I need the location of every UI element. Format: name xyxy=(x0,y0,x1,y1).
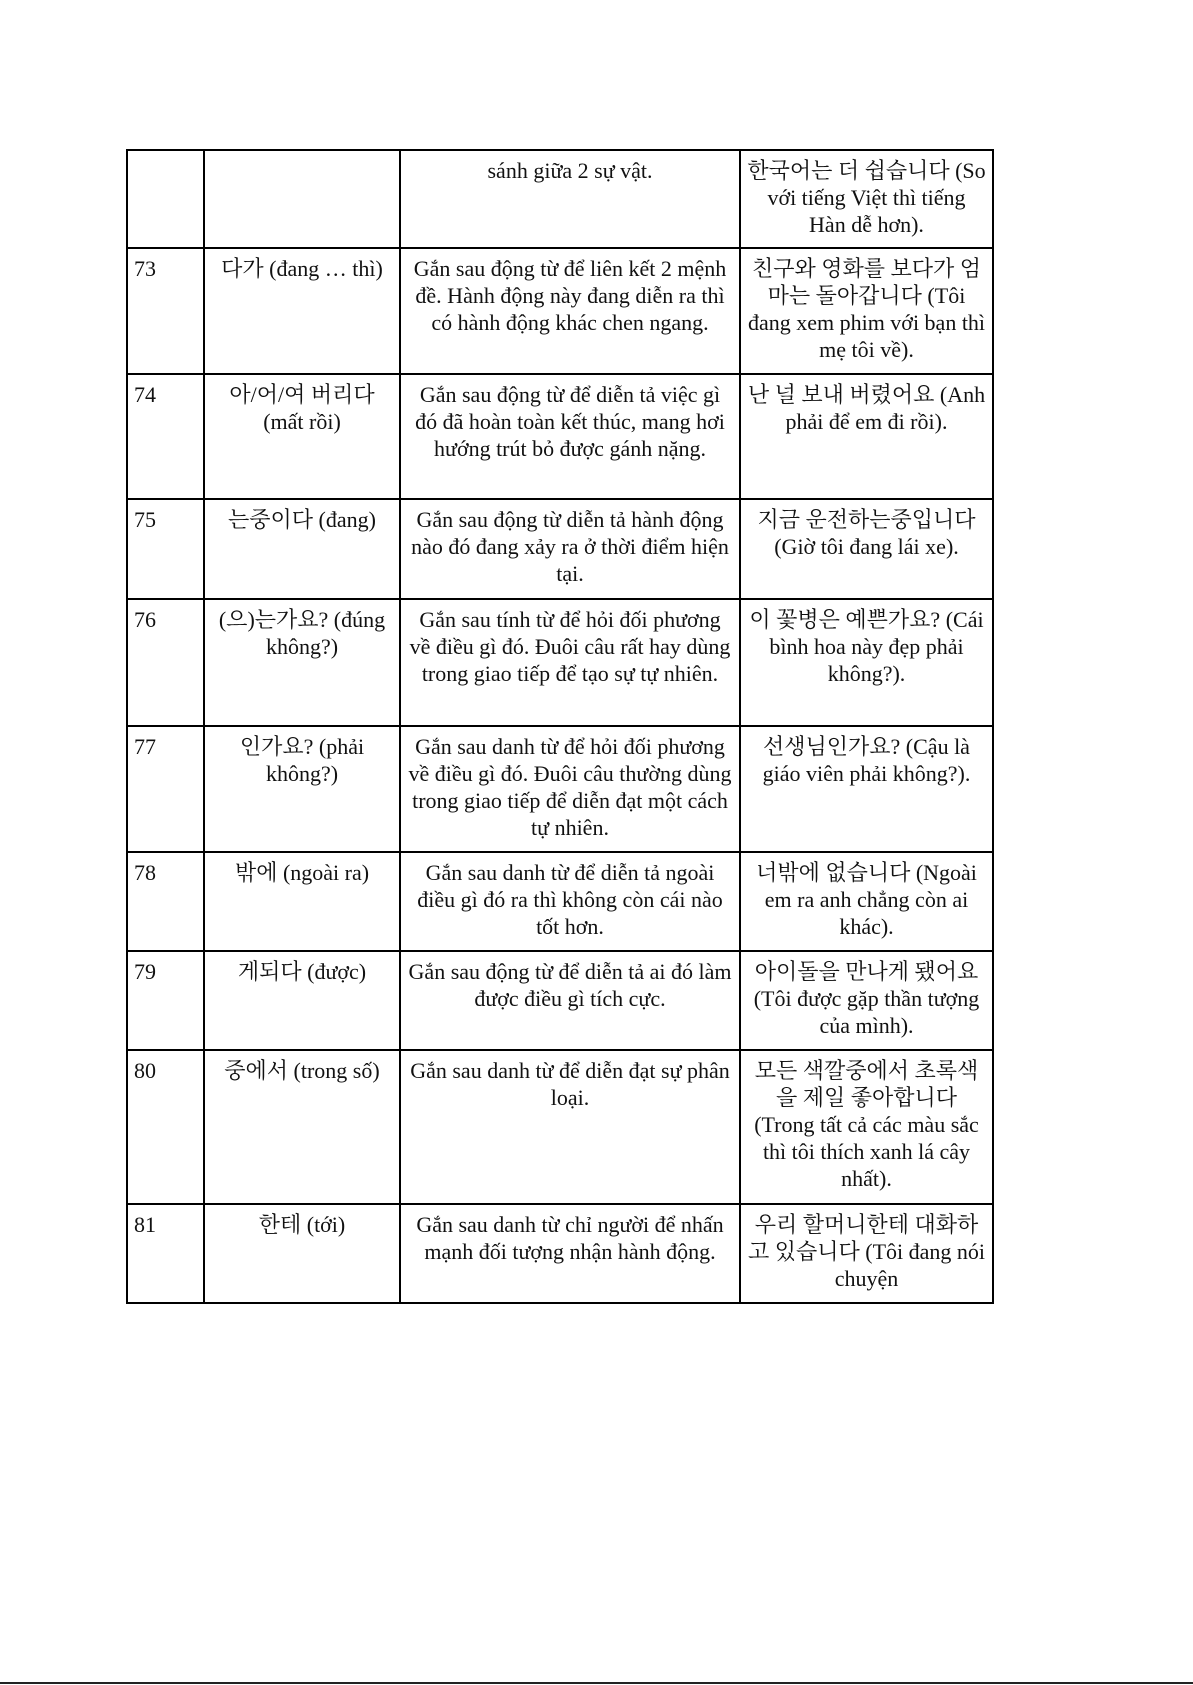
table-row xyxy=(127,150,993,248)
grammar-form: 아/어/여 버리다 (mất rồi) xyxy=(204,374,400,499)
grammar-example: 너밖에 없습니다 (Ngoài em ra anh chẳng còn ai khác). xyxy=(740,852,993,951)
table-row xyxy=(127,499,993,599)
grammar-example: 한국어는 더 쉽습니다 (So với tiếng Việt thì tiếng Hàn dễ hơn). xyxy=(740,150,993,248)
grammar-description: Gắn sau động từ diễn tả hành động nào đó đang xảy ra ở thời điểm hiện tại. xyxy=(400,499,740,599)
grammar-form: 다가 (đang … thì) xyxy=(204,248,400,374)
grammar-form: 밖에 (ngoài ra) xyxy=(204,852,400,951)
row-number: 78 xyxy=(127,852,204,951)
table-body xyxy=(127,150,993,1303)
grammar-description: Gắn sau tính từ để hỏi đối phương về điều gì đó. Đuôi câu rất hay dùng trong giao tiếp để tạo sự tự nhiên. xyxy=(400,599,740,726)
row-number: 73 xyxy=(127,248,204,374)
grammar-description: Gắn sau động từ để diễn tả việc gì đó đã hoàn toàn kết thúc, mang hơi hướng trút bỏ được gánh nặng. xyxy=(400,374,740,499)
page-bottom-rule xyxy=(0,1682,1193,1684)
grammar-description: Gắn sau danh từ chỉ người để nhấn mạnh đối tượng nhận hành động. xyxy=(400,1204,740,1303)
grammar-example: 친구와 영화를 보다가 엄마는 돌아갑니다 (Tôi đang xem phim với bạn thì mẹ tôi về). xyxy=(740,248,993,374)
table-row xyxy=(127,599,993,726)
grammar-form: 는중이다 (đang) xyxy=(204,499,400,599)
grammar-example: 모든 색깔중에서 초록색을 제일 좋아합니다 (Trong tất cả các màu sắc thì tôi thích xanh lá cây nhất). xyxy=(740,1050,993,1204)
table-row xyxy=(127,248,993,374)
grammar-form: 한테 (tới) xyxy=(204,1204,400,1303)
grammar-description: Gắn sau danh từ để diễn tả ngoài điều gì đó ra thì không còn cái nào tốt hơn. xyxy=(400,852,740,951)
grammar-form xyxy=(204,150,400,248)
grammar-example: 선생님인가요? (Cậu là giáo viên phải không?). xyxy=(740,726,993,852)
table-row xyxy=(127,374,993,499)
row-number: 81 xyxy=(127,1204,204,1303)
grammar-description: Gắn sau danh từ để diễn đạt sự phân loại. xyxy=(400,1050,740,1204)
grammar-example: 우리 할머니한테 대화하고 있습니다 (Tôi đang nói chuyện xyxy=(740,1204,993,1303)
grammar-example: 아이돌을 만나게 됐어요 (Tôi được gặp thần tượng của mình). xyxy=(740,951,993,1050)
table-row xyxy=(127,726,993,852)
grammar-example: 이 꽃병은 예쁜가요? (Cái bình hoa này đẹp phải không?). xyxy=(740,599,993,726)
grammar-form: (으)는가요? (đúng không?) xyxy=(204,599,400,726)
row-number: 79 xyxy=(127,951,204,1050)
row-number xyxy=(127,150,204,248)
row-number: 75 xyxy=(127,499,204,599)
grammar-description: Gắn sau động từ để diễn tả ai đó làm được điều gì tích cực. xyxy=(400,951,740,1050)
table-row xyxy=(127,852,993,951)
table-row xyxy=(127,951,993,1050)
grammar-description: sánh giữa 2 sự vật. xyxy=(400,150,740,248)
grammar-form: 게되다 (được) xyxy=(204,951,400,1050)
row-number: 80 xyxy=(127,1050,204,1204)
grammar-description: Gắn sau động từ để liên kết 2 mệnh đề. Hành động này đang diễn ra thì có hành động khác chen ngang. xyxy=(400,248,740,374)
table-row xyxy=(127,1204,993,1303)
grammar-table xyxy=(126,149,994,1304)
row-number: 74 xyxy=(127,374,204,499)
row-number: 76 xyxy=(127,599,204,726)
row-number: 77 xyxy=(127,726,204,852)
grammar-form: 인가요? (phải không?) xyxy=(204,726,400,852)
grammar-example: 난 널 보내 버렸어요 (Anh phải để em đi rồi). xyxy=(740,374,993,499)
table-row xyxy=(127,1050,993,1204)
grammar-description: Gắn sau danh từ để hỏi đối phương về điều gì đó. Đuôi câu thường dùng trong giao tiếp để diễn đạt một cách tự nhiên. xyxy=(400,726,740,852)
grammar-form: 중에서 (trong số) xyxy=(204,1050,400,1204)
grammar-example: 지금 운전하는중입니다 (Giờ tôi đang lái xe). xyxy=(740,499,993,599)
